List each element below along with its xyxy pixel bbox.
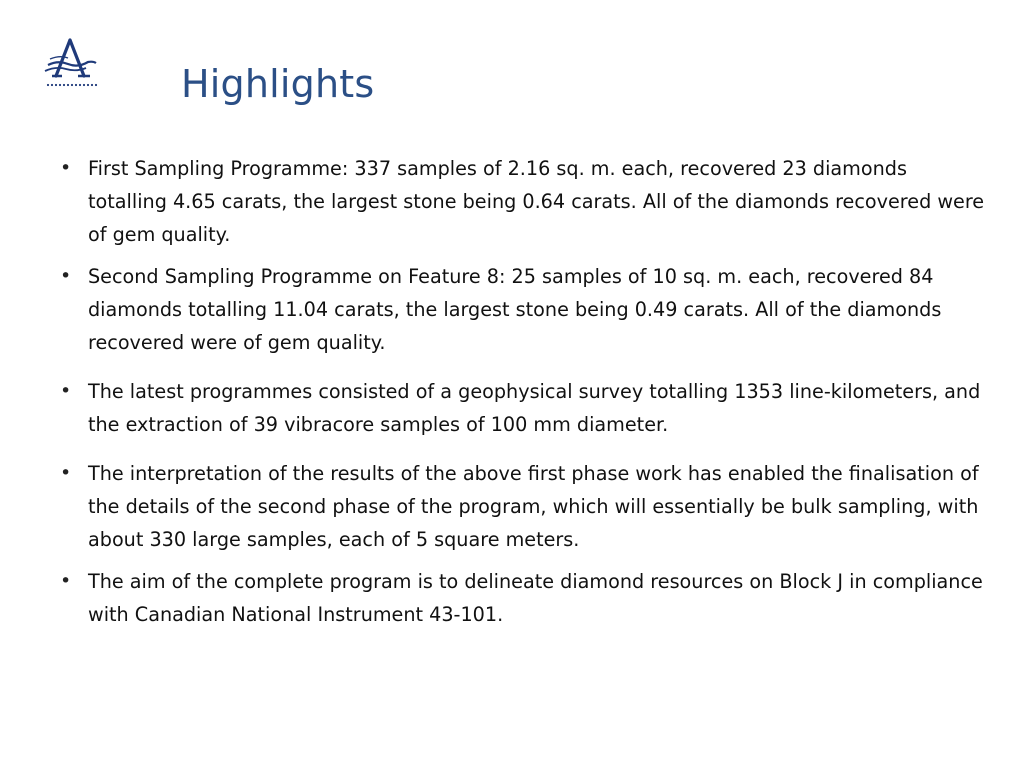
highlight-item <box>60 457 990 556</box>
highlight-text: The interpretation of the results of the above first phase work has enabled the finalisation of the details of the second phase of the program, which will essentially be bulk sampling, with about 330 large samples, each of 5 square meters. <box>88 462 979 551</box>
slide-title: Highlights <box>181 62 375 106</box>
highlight-item <box>60 260 990 359</box>
bullet-dot-icon: • <box>60 380 72 402</box>
highlight-text: Second Sampling Programme on Feature 8: 25 samples of 10 sq. m. each, recovered 84 diamonds totalling 11.04 carats, the largest stone being 0.49 carats. All of the diamonds recovered were of gem quality. <box>88 265 942 354</box>
highlights-list <box>60 152 990 640</box>
highlight-item <box>60 375 990 441</box>
highlight-item <box>60 152 990 251</box>
highlight-item <box>60 565 990 631</box>
bullet-dot-icon: • <box>60 462 72 484</box>
highlight-text: The latest programmes consisted of a geophysical survey totalling 1353 line-kilometers, and the extraction of 39 vibracore samples of 100 mm diameter. <box>88 380 981 436</box>
bullet-dot-icon: • <box>60 157 72 179</box>
highlight-text: First Sampling Programme: 337 samples of 2.16 sq. m. each, recovered 23 diamonds totalling 4.65 carats, the largest stone being 0.64 carats. All of the diamonds recovered were of gem quality. <box>88 157 985 246</box>
highlight-text: The aim of the complete program is to delineate diamond resources on Block J in compliance with Canadian National Instrument 43-101. <box>88 570 983 626</box>
bullet-dot-icon: • <box>60 570 72 592</box>
bullet-dot-icon: • <box>60 265 72 287</box>
company-logo-icon <box>42 38 102 92</box>
